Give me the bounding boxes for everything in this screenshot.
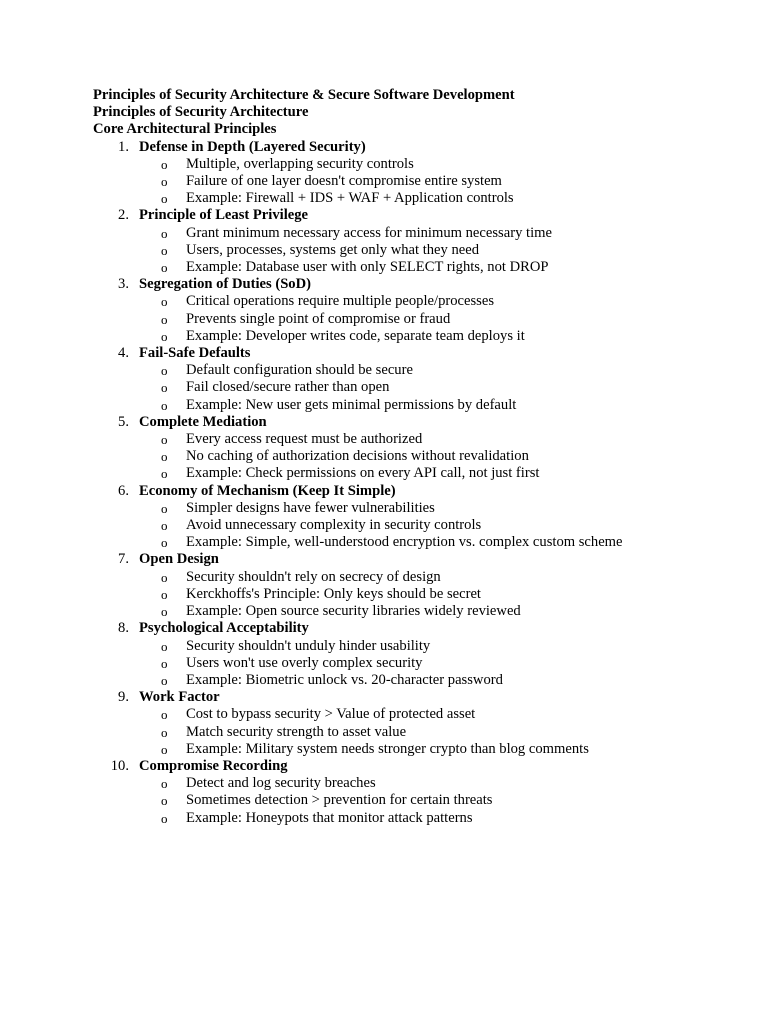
- principle-number: 6.: [118, 482, 129, 499]
- bullet-item: [93, 534, 733, 551]
- bullet-text: Example: Honeypots that monitor attack patterns: [186, 809, 473, 826]
- bullet-item: [93, 569, 733, 586]
- bullet-text: Example: Simple, well-understood encryption vs. complex custom scheme: [186, 534, 623, 551]
- principle-number: 5.: [118, 413, 129, 430]
- bullet-item: [93, 448, 733, 465]
- principle-item: [93, 551, 733, 620]
- principle-heading: [93, 345, 733, 362]
- principles-list: [93, 139, 733, 827]
- bullet-marker-icon: o: [161, 586, 168, 602]
- bullet-text: Example: Firewall + IDS + WAF + Application controls: [186, 190, 514, 207]
- bullet-text: Grant minimum necessary access for minimum necessary time: [186, 224, 552, 241]
- bullet-marker-icon: o: [161, 810, 168, 826]
- bullet-item: [93, 379, 733, 396]
- bullet-item: [93, 741, 733, 758]
- bullet-item: [93, 638, 733, 655]
- bullet-text: Detect and log security breaches: [186, 775, 376, 792]
- principle-number: 2.: [118, 207, 129, 224]
- principle-title: Psychological Acceptability: [139, 620, 309, 637]
- bullet-text: Example: New user gets minimal permissions by default: [186, 396, 517, 413]
- bullet-item: [93, 225, 733, 242]
- bullet-item: [93, 156, 733, 173]
- principle-heading: [93, 139, 733, 156]
- bullet-marker-icon: o: [161, 672, 168, 688]
- bullet-text: Example: Database user with only SELECT rights, not DROP: [186, 259, 549, 276]
- principle-heading: [93, 207, 733, 224]
- bullet-item: [93, 173, 733, 190]
- bullet-marker-icon: o: [161, 242, 168, 258]
- subsection-heading: Core Architectural Principles: [93, 121, 277, 138]
- bullet-item: [93, 293, 733, 310]
- principle-heading: [93, 620, 733, 637]
- bullet-text: Failure of one layer doesn't compromise entire system: [186, 173, 502, 190]
- bullet-text: Example: Biometric unlock vs. 20-character password: [186, 671, 503, 688]
- principle-heading: [93, 551, 733, 568]
- bullet-marker-icon: o: [161, 793, 168, 809]
- principle-number: 1.: [118, 138, 129, 155]
- principle-item: [93, 689, 733, 758]
- principle-title: Complete Mediation: [139, 413, 267, 430]
- bullet-marker-icon: o: [161, 655, 168, 671]
- principle-item: [93, 758, 733, 827]
- bullet-marker-icon: o: [161, 174, 168, 190]
- bullet-item: [93, 500, 733, 517]
- bullet-text: Match security strength to asset value: [186, 723, 407, 740]
- principle-number: 9.: [118, 689, 129, 706]
- bullet-marker-icon: o: [161, 724, 168, 740]
- principle-title: Open Design: [139, 551, 219, 568]
- principle-title: Fail-Safe Defaults: [139, 345, 251, 362]
- bullet-item: [93, 328, 733, 345]
- principle-item: [93, 345, 733, 414]
- bullet-marker-icon: o: [161, 311, 168, 327]
- bullet-item: [93, 792, 733, 809]
- bullet-item: [93, 431, 733, 448]
- principle-item: [93, 139, 733, 208]
- bullet-marker-icon: o: [161, 363, 168, 379]
- principle-number: 8.: [118, 620, 129, 637]
- bullet-text: Users, processes, systems get only what they need: [186, 241, 480, 258]
- principle-number: 3.: [118, 276, 129, 293]
- bullet-item: [93, 242, 733, 259]
- bullet-marker-icon: o: [161, 518, 168, 534]
- bullet-marker-icon: o: [161, 294, 168, 310]
- bullet-marker-icon: o: [161, 776, 168, 792]
- bullet-text: Security shouldn't unduly hinder usability: [186, 637, 431, 654]
- bullet-text: Default configuration should be secure: [186, 362, 413, 379]
- bullet-text: Every access request must be authorized: [186, 431, 423, 448]
- section-heading: Principles of Security Architecture: [93, 104, 309, 121]
- document-title: Principles of Security Architecture & Secure Software Development: [93, 87, 515, 103]
- bullet-marker-icon: o: [161, 569, 168, 585]
- bullet-marker-icon: o: [161, 535, 168, 551]
- principle-title: Economy of Mechanism (Keep It Simple): [139, 482, 396, 499]
- principle-title: Work Factor: [139, 689, 220, 706]
- principle-heading: [93, 414, 733, 431]
- bullet-text: Avoid unnecessary complexity in security controls: [186, 517, 482, 534]
- principle-item: [93, 276, 733, 345]
- principle-heading: [93, 483, 733, 500]
- bullet-text: Simpler designs have fewer vulnerabilities: [186, 499, 435, 516]
- principle-title: Principle of Least Privilege: [139, 207, 308, 224]
- bullet-text: Cost to bypass security > Value of protected asset: [186, 706, 476, 723]
- bullet-item: [93, 465, 733, 482]
- bullet-item: [93, 706, 733, 723]
- document-page: [93, 87, 733, 827]
- bullet-item: [93, 362, 733, 379]
- bullet-marker-icon: o: [161, 707, 168, 723]
- bullet-text: Example: Developer writes code, separate team deploys it: [186, 327, 525, 344]
- bullet-item: [93, 672, 733, 689]
- bullet-item: [93, 603, 733, 620]
- bullet-item: [93, 517, 733, 534]
- principle-item: [93, 414, 733, 483]
- bullet-marker-icon: o: [161, 638, 168, 654]
- bullet-marker-icon: o: [161, 397, 168, 413]
- bullet-item: [93, 397, 733, 414]
- bullet-marker-icon: o: [161, 191, 168, 207]
- principle-item: [93, 620, 733, 689]
- bullet-marker-icon: o: [161, 380, 168, 396]
- bullet-item: [93, 655, 733, 672]
- principle-title: Compromise Recording: [139, 757, 288, 774]
- bullet-marker-icon: o: [161, 466, 168, 482]
- principle-number: 10.: [110, 757, 129, 774]
- bullet-item: [93, 724, 733, 741]
- principle-heading: [93, 276, 733, 293]
- bullet-text: Users won't use overly complex security: [186, 654, 423, 671]
- bullet-marker-icon: o: [161, 260, 168, 276]
- bullet-text: Example: Military system needs stronger crypto than blog comments: [186, 740, 589, 757]
- principle-number: 7.: [118, 551, 129, 568]
- bullet-marker-icon: o: [161, 741, 168, 757]
- principle-title: Defense in Depth (Layered Security): [139, 138, 366, 155]
- principle-item: [93, 483, 733, 552]
- bullet-text: Sometimes detection > prevention for certain threats: [186, 792, 493, 809]
- bullet-text: Multiple, overlapping security controls: [186, 155, 414, 172]
- bullet-marker-icon: o: [161, 449, 168, 465]
- bullet-marker-icon: o: [161, 328, 168, 344]
- principle-heading: [93, 689, 733, 706]
- bullet-item: [93, 190, 733, 207]
- bullet-text: Security shouldn't rely on secrecy of design: [186, 568, 441, 585]
- principle-heading: [93, 758, 733, 775]
- principle-item: [93, 207, 733, 276]
- bullet-item: [93, 586, 733, 603]
- bullet-text: No caching of authorization decisions without revalidation: [186, 448, 529, 465]
- bullet-text: Kerckhoffs's Principle: Only keys should be secret: [186, 585, 481, 602]
- bullet-text: Example: Check permissions on every API call, not just first: [186, 465, 540, 482]
- bullet-item: [93, 311, 733, 328]
- bullet-text: Example: Open source security libraries widely reviewed: [186, 603, 521, 620]
- bullet-marker-icon: o: [161, 604, 168, 620]
- bullet-marker-icon: o: [161, 156, 168, 172]
- bullet-text: Critical operations require multiple people/processes: [186, 293, 494, 310]
- bullet-item: [93, 810, 733, 827]
- bullet-item: [93, 775, 733, 792]
- bullet-item: [93, 259, 733, 276]
- bullet-marker-icon: o: [161, 225, 168, 241]
- principle-number: 4.: [118, 345, 129, 362]
- bullet-text: Fail closed/secure rather than open: [186, 379, 390, 396]
- bullet-marker-icon: o: [161, 500, 168, 516]
- principle-title: Segregation of Duties (SoD): [139, 276, 312, 293]
- bullet-text: Prevents single point of compromise or fraud: [186, 310, 451, 327]
- bullet-marker-icon: o: [161, 432, 168, 448]
